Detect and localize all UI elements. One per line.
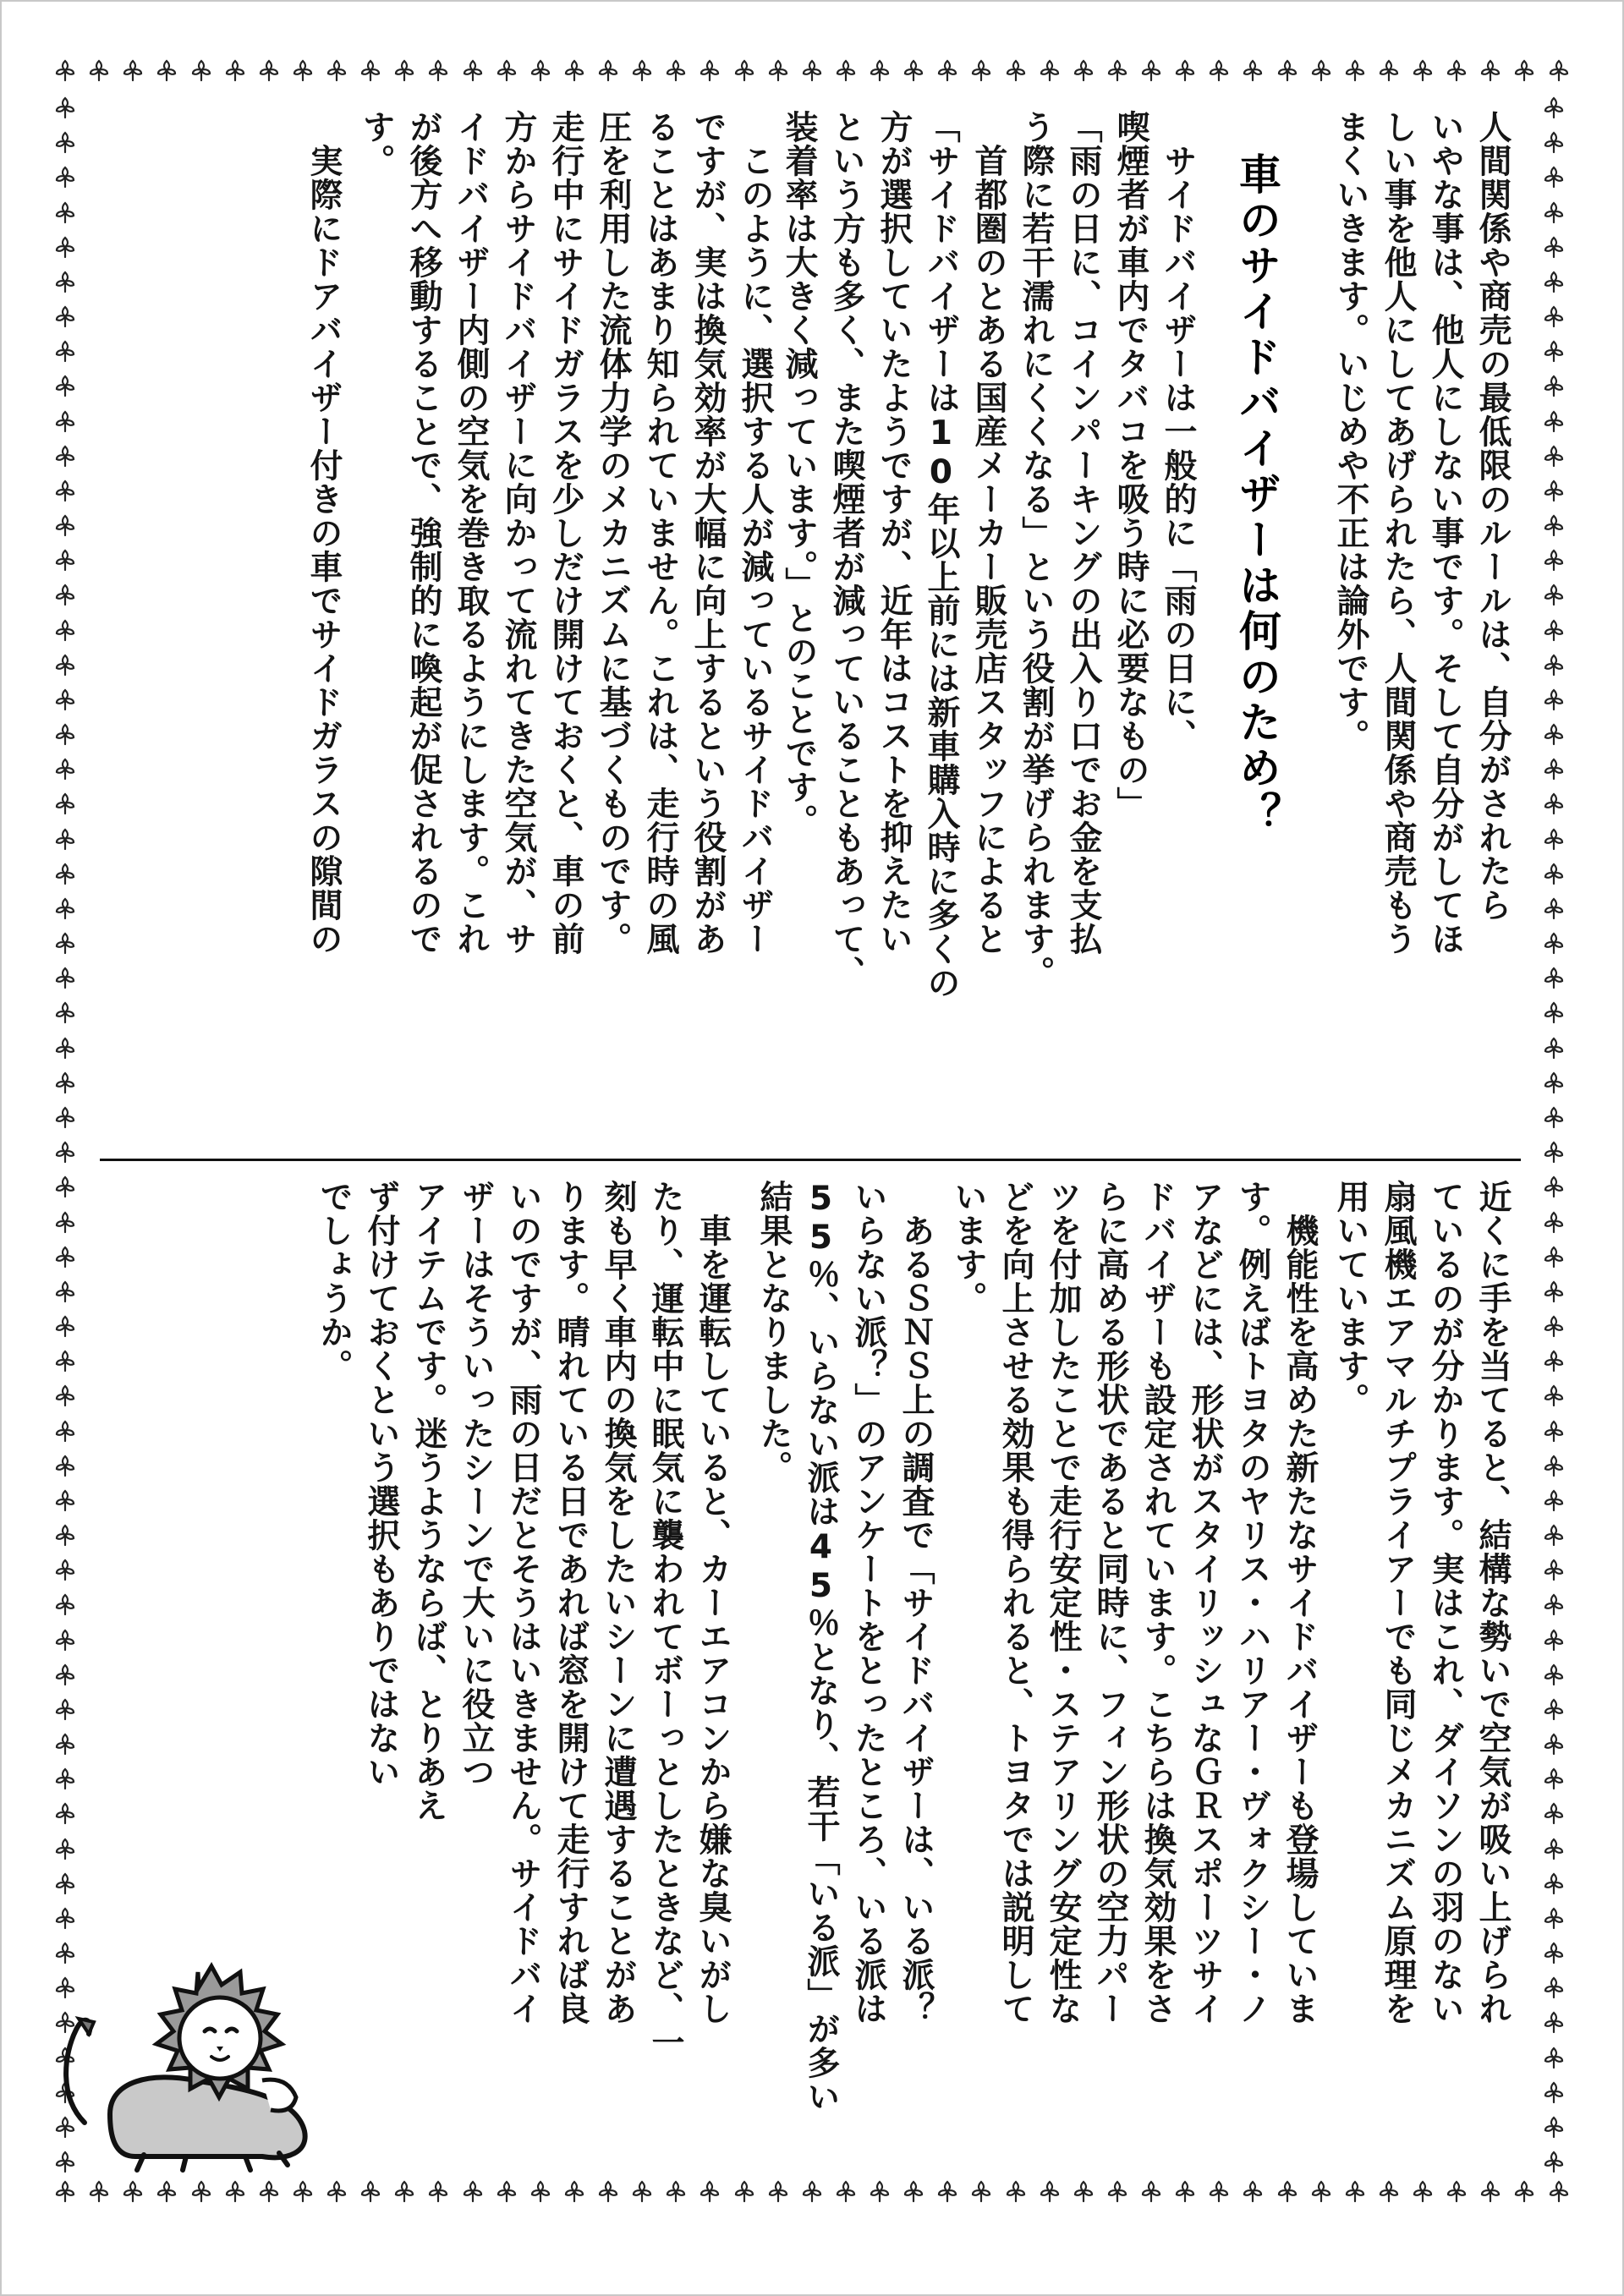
border-left (52, 95, 83, 2175)
fleur-ornament-icon (1003, 2178, 1029, 2204)
fleur-ornament-icon (1541, 1592, 1566, 1617)
paragraph-actual: 実際にドアバイザー付きの車でサイドガラスの隙間の (304, 110, 343, 956)
fleur-ornament-icon (52, 1766, 78, 1791)
paragraph-gr-sport: 機能性を高めた新たなサイドバイザーも登場していま す。例えばトヨタのヤリス・ハリアー・ヴォクシー・ノ アなどには、形状がスタイリッシュなＧＲスポーツサイ ドバイザーも設定されています。こちらは換気効果をさ らに高める形状であると同時に、フィン形状の空力パー ツを付加したことで走行安定性・ステアリング安定性な どを向上させる効果も得られると、トヨタでは説明して います。 (949, 1180, 1319, 2025)
fleur-ornament-icon (52, 721, 78, 747)
fleur-ornament-icon (1541, 1836, 1566, 1861)
fleur-ornament-icon (52, 478, 78, 503)
fleur-ornament-icon (1444, 2178, 1469, 2204)
fleur-ornament-icon (52, 1905, 78, 1931)
fleur-ornament-icon (52, 617, 78, 643)
fleur-ornament-icon (1541, 652, 1566, 677)
fleur-ornament-icon (52, 1662, 78, 1687)
fleur-ornament-icon (494, 58, 519, 83)
fleur-ornament-icon (52, 1871, 78, 1896)
fleur-ornament-icon (52, 1279, 78, 1304)
fleur-ornament-icon (1541, 1348, 1566, 1373)
fleur-ornament-icon (1512, 58, 1537, 83)
fleur-ornament-icon (1309, 58, 1334, 83)
fleur-ornament-icon (697, 2178, 722, 2204)
paragraph-conclusion: 車を運転していると、カーエアコンから嫌な臭いがし たり、運転中に眠気に襲われてボーっとしたときなど、一 刻も早く車内の換気をしたいシーンに遭遇することがあ ります。晴れている日であれば窓を開けて走行すれば良 いのですが、雨の日だとそうはいきません。サイドバイ ザーはそういったシーンで大いに役立つ アイテムです。迷うようならば、とりあえ ず付けておくという選択もありではない でしょうか。 (315, 1180, 732, 2059)
fleur-ornament-icon (1037, 2178, 1062, 2204)
fleur-ornament-icon (52, 1522, 78, 1548)
lion-icon (51, 1954, 330, 2173)
fleur-ornament-icon (1541, 1800, 1566, 1826)
fleur-ornament-icon (562, 58, 587, 83)
fleur-ornament-icon (425, 58, 451, 83)
fleur-ornament-icon (1444, 58, 1469, 83)
fleur-ornament-icon (52, 200, 78, 225)
fleur-ornament-icon (935, 2178, 960, 2204)
fleur-ornament-icon (52, 1174, 78, 1199)
fleur-ornament-icon (1275, 58, 1300, 83)
fleur-ornament-icon (52, 1696, 78, 1722)
fleur-ornament-icon (52, 58, 78, 83)
fleur-ornament-icon (1105, 2178, 1130, 2204)
fleur-ornament-icon (52, 1035, 78, 1060)
fleur-ornament-icon (120, 58, 145, 83)
fleur-ornament-icon (1541, 164, 1566, 189)
fleur-ornament-icon (1376, 58, 1402, 83)
fleur-ornament-icon (1541, 129, 1566, 155)
fleur-ornament-icon (1138, 58, 1164, 83)
fleur-ornament-icon (52, 2178, 78, 2204)
fleur-ornament-icon (765, 58, 791, 83)
fleur-ornament-icon (86, 58, 112, 83)
fleur-ornament-icon (629, 2178, 655, 2204)
fleur-ornament-icon (1541, 721, 1566, 747)
fleur-ornament-icon (52, 1070, 78, 1095)
fleur-ornament-icon (52, 930, 78, 956)
fleur-ornament-icon (392, 2178, 417, 2204)
fleur-ornament-icon (1541, 304, 1566, 329)
fleur-ornament-icon (324, 58, 349, 83)
fleur-ornament-icon (52, 95, 78, 120)
fleur-ornament-icon (52, 164, 78, 189)
paragraph-dyson: 近くに手を当てると、結構な勢いで空気が吸い上げられ ているのが分かります。実はこれ、ダイソンの羽のない 扇風機エアマルチプライアーでも同じメカニズム原理を 用いています。 (1331, 1180, 1512, 2025)
fleur-ornament-icon (799, 2178, 825, 2204)
fleur-ornament-icon (52, 652, 78, 677)
fleur-ornament-icon (358, 58, 383, 83)
fleur-ornament-icon (52, 861, 78, 886)
fleur-ornament-icon (1541, 896, 1566, 921)
fleur-ornament-icon (1541, 1766, 1566, 1791)
fleur-ornament-icon (595, 58, 621, 83)
fleur-ornament-icon (52, 1557, 78, 1582)
fleur-ornament-icon (1541, 1905, 1566, 1931)
fleur-ornament-icon (1541, 1662, 1566, 1687)
border-top (52, 58, 1572, 88)
fleur-ornament-icon (52, 687, 78, 712)
fleur-ornament-icon (1071, 2178, 1096, 2204)
fleur-ornament-icon (765, 2178, 791, 2204)
fleur-ornament-icon (663, 2178, 689, 2204)
fleur-ornament-icon (1541, 478, 1566, 503)
fleur-ornament-icon (1342, 58, 1368, 83)
fleur-ornament-icon (1410, 2178, 1435, 2204)
fleur-ornament-icon (1541, 582, 1566, 607)
fleur-ornament-icon (1541, 1383, 1566, 1408)
fleur-ornament-icon (562, 2178, 587, 2204)
fleur-ornament-icon (460, 2178, 486, 2204)
fleur-ornament-icon (595, 2178, 621, 2204)
fleur-ornament-icon (1541, 338, 1566, 364)
fleur-ornament-icon (1541, 95, 1566, 120)
fleur-ornament-icon (935, 58, 960, 83)
fleur-ornament-icon (1240, 58, 1265, 83)
fleur-ornament-icon (52, 1000, 78, 1025)
fleur-ornament-icon (52, 1104, 78, 1130)
section-divider (100, 1159, 1521, 1161)
fleur-ornament-icon (1541, 234, 1566, 260)
fleur-ornament-icon (1541, 1488, 1566, 1513)
fleur-ornament-icon (1541, 1696, 1566, 1722)
fleur-ornament-icon (52, 965, 78, 990)
fleur-ornament-icon (1541, 617, 1566, 643)
fleur-ornament-icon (1541, 826, 1566, 852)
fleur-ornament-icon (290, 2178, 315, 2204)
fleur-ornament-icon (52, 1627, 78, 1652)
fleur-ornament-icon (52, 1418, 78, 1444)
fleur-ornament-icon (1541, 1174, 1566, 1199)
fleur-ornament-icon (1541, 1035, 1566, 1060)
fleur-ornament-icon (1541, 1279, 1566, 1304)
fleur-ornament-icon (1376, 2178, 1402, 2204)
fleur-ornament-icon (1541, 2080, 1566, 2105)
fleur-ornament-icon (52, 791, 78, 816)
fleur-ornament-icon (1541, 1000, 1566, 1025)
fleur-ornament-icon (901, 58, 926, 83)
fleur-ornament-icon (968, 2178, 994, 2204)
fleur-ornament-icon (1541, 1418, 1566, 1444)
fleur-ornament-icon (358, 2178, 383, 2204)
fleur-ornament-icon (1206, 58, 1232, 83)
fleur-ornament-icon (256, 58, 282, 83)
fleur-ornament-icon (1541, 1070, 1566, 1095)
fleur-ornament-icon (1071, 58, 1096, 83)
fleur-ornament-icon (1541, 547, 1566, 573)
fleur-ornament-icon (1037, 58, 1062, 83)
fleur-ornament-icon (52, 443, 78, 469)
fleur-ornament-icon (1546, 2178, 1572, 2204)
fleur-ornament-icon (1541, 930, 1566, 956)
fleur-ornament-icon (1541, 1139, 1566, 1164)
fleur-ornament-icon (52, 373, 78, 398)
fleur-ornament-icon (867, 58, 892, 83)
fleur-ornament-icon (52, 269, 78, 294)
fleur-ornament-icon (52, 304, 78, 329)
fleur-ornament-icon (222, 2178, 248, 2204)
fleur-ornament-icon (52, 826, 78, 852)
fleur-ornament-icon (154, 58, 179, 83)
paragraph-ventilation: このように、選択する人が減っているサイドバイザー ですが、実は換気効率が大幅に向上するという役割があ ることはあまり知られていません。これは、走行時の風 圧を利用した流体力学のメカニズムに基づくものです。 走行中にサイドガラスを少しだけ開けておくと、車の前 方からサイドバイザーに向かって流れてきた空気が、サ イドバイザー内側の空気を巻き取るようにします。これ が後方へ移動することで、強制的に喚起が促されるので す。 (357, 110, 774, 956)
fleur-ornament-icon (52, 1348, 78, 1373)
fleur-ornament-icon (1541, 1313, 1566, 1339)
fleur-ornament-icon (52, 1313, 78, 1339)
fleur-ornament-icon (222, 58, 248, 83)
fleur-ornament-icon (494, 2178, 519, 2204)
fleur-ornament-icon (833, 58, 859, 83)
fleur-ornament-icon (189, 2178, 214, 2204)
fleur-ornament-icon (663, 58, 689, 83)
fleur-ornament-icon (52, 547, 78, 573)
fleur-ornament-icon (460, 58, 486, 83)
fleur-ornament-icon (1478, 58, 1503, 83)
fleur-ornament-icon (86, 2178, 112, 2204)
fleur-ornament-icon (1541, 861, 1566, 886)
fleur-ornament-icon (1541, 2114, 1566, 2140)
fleur-ornament-icon (528, 58, 553, 83)
fleur-ornament-icon (425, 2178, 451, 2204)
fleur-ornament-icon (1541, 1557, 1566, 1582)
fleur-ornament-icon (1541, 1209, 1566, 1235)
fleur-ornament-icon (799, 58, 825, 83)
fleur-ornament-icon (1541, 791, 1566, 816)
fleur-ornament-icon (52, 129, 78, 155)
fleur-ornament-icon (52, 1453, 78, 1478)
fleur-ornament-icon (1342, 2178, 1368, 2204)
fleur-ornament-icon (52, 1488, 78, 1513)
fleur-ornament-icon (1105, 58, 1130, 83)
fleur-ornament-icon (1541, 200, 1566, 225)
fleur-ornament-icon (732, 58, 757, 83)
fleur-ornament-icon (52, 1139, 78, 1164)
paragraph-sns-survey: あるＳＮＳ上の調査で「サイドバイザーは、いる派？ いらない派？」のアンケートをとったところ、いる派は 55％、いらない派は45％となり、若干「いる派」が多い 結果となりました。 (754, 1180, 935, 2113)
fleur-ornament-icon (256, 2178, 282, 2204)
fleur-ornament-icon (528, 2178, 553, 2204)
fleur-ornament-icon (1541, 1627, 1566, 1652)
fleur-ornament-icon (1541, 1244, 1566, 1269)
fleur-ornament-icon (867, 2178, 892, 2204)
fleur-ornament-icon (1003, 58, 1029, 83)
fleur-ornament-icon (189, 58, 214, 83)
fleur-ornament-icon (697, 58, 722, 83)
fleur-ornament-icon (1240, 2178, 1265, 2204)
paragraph-intro: 人間関係や商売の最低限のルールは、自分がされたら いやな事は、他人にしない事です。そして自分がしてほ しい事を他人にしてあげられたら、人間関係や商売もう まくいきます。いじめや不正は論外です。 (1331, 110, 1512, 956)
fleur-ornament-icon (1541, 1522, 1566, 1548)
fleur-ornament-icon (1541, 1871, 1566, 1896)
fleur-ornament-icon (968, 58, 994, 83)
fleur-ornament-icon (52, 1244, 78, 1269)
fleur-ornament-icon (290, 58, 315, 83)
fleur-ornament-icon (52, 896, 78, 921)
fleur-ornament-icon (1541, 687, 1566, 712)
fleur-ornament-icon (1541, 269, 1566, 294)
fleur-ornament-icon (324, 2178, 349, 2204)
fleur-ornament-icon (1541, 965, 1566, 990)
fleur-ornament-icon (52, 1592, 78, 1617)
fleur-ornament-icon (1541, 1104, 1566, 1130)
fleur-ornament-icon (1410, 58, 1435, 83)
fleur-ornament-icon (52, 512, 78, 538)
fleur-ornament-icon (1541, 408, 1566, 434)
fleur-ornament-icon (1541, 756, 1566, 781)
article-title: 車のサイドバイザーは何のため？ (1232, 152, 1281, 837)
fleur-ornament-icon (52, 1731, 78, 1756)
fleur-ornament-icon (1172, 58, 1198, 83)
fleur-ornament-icon (1546, 58, 1572, 83)
fleur-ornament-icon (1541, 373, 1566, 398)
fleur-ornament-icon (732, 2178, 757, 2204)
fleur-ornament-icon (52, 1800, 78, 1826)
fleur-ornament-icon (1309, 2178, 1334, 2204)
fleur-ornament-icon (1206, 2178, 1232, 2204)
fleur-ornament-icon (901, 2178, 926, 2204)
fleur-ornament-icon (1512, 2178, 1537, 2204)
fleur-ornament-icon (1478, 2178, 1503, 2204)
fleur-ornament-icon (1541, 2009, 1566, 2035)
paragraph-roles: サイドバイザーは一般的に「雨の日に、 喫煙者が車内でタバコを吸う時に必要なもの」 「雨の日に、コインパーキングの出入り口でお金を支払 う際に若干濡れにくくなる」という役割が挙げられます。 首都圏のとある国産メーカー販売店スタッフによると 「サイドバイザーは10年以上前には新車購入時に多くの 方が選択していたようですが、近年はコストを抑えたい という方も多く、また喫煙者が減っていることもあって、 装着率は大きく減っています。」とのことです。 (780, 110, 1197, 1000)
fleur-ornament-icon (52, 234, 78, 260)
fleur-ornament-icon (1275, 2178, 1300, 2204)
fleur-ornament-icon (1541, 1453, 1566, 1478)
fleur-ornament-icon (1138, 2178, 1164, 2204)
fleur-ornament-icon (120, 2178, 145, 2204)
fleur-ornament-icon (629, 58, 655, 83)
fleur-ornament-icon (1541, 2045, 1566, 2070)
fleur-ornament-icon (1541, 512, 1566, 538)
fleur-ornament-icon (1541, 2149, 1566, 2174)
fleur-ornament-icon (392, 58, 417, 83)
fleur-ornament-icon (52, 1383, 78, 1408)
fleur-ornament-icon (833, 2178, 859, 2204)
fleur-ornament-icon (1541, 1975, 1566, 2000)
fleur-ornament-icon (1541, 1940, 1566, 1965)
fleur-ornament-icon (52, 1209, 78, 1235)
fleur-ornament-icon (52, 338, 78, 364)
fleur-ornament-icon (52, 408, 78, 434)
fleur-ornament-icon (52, 756, 78, 781)
fleur-ornament-icon (1541, 1731, 1566, 1756)
fleur-ornament-icon (1541, 443, 1566, 469)
fleur-ornament-icon (1172, 2178, 1198, 2204)
border-right (1541, 95, 1572, 2175)
fleur-ornament-icon (52, 582, 78, 607)
border-bottom (52, 2178, 1572, 2209)
fleur-ornament-icon (154, 2178, 179, 2204)
fleur-ornament-icon (52, 1836, 78, 1861)
